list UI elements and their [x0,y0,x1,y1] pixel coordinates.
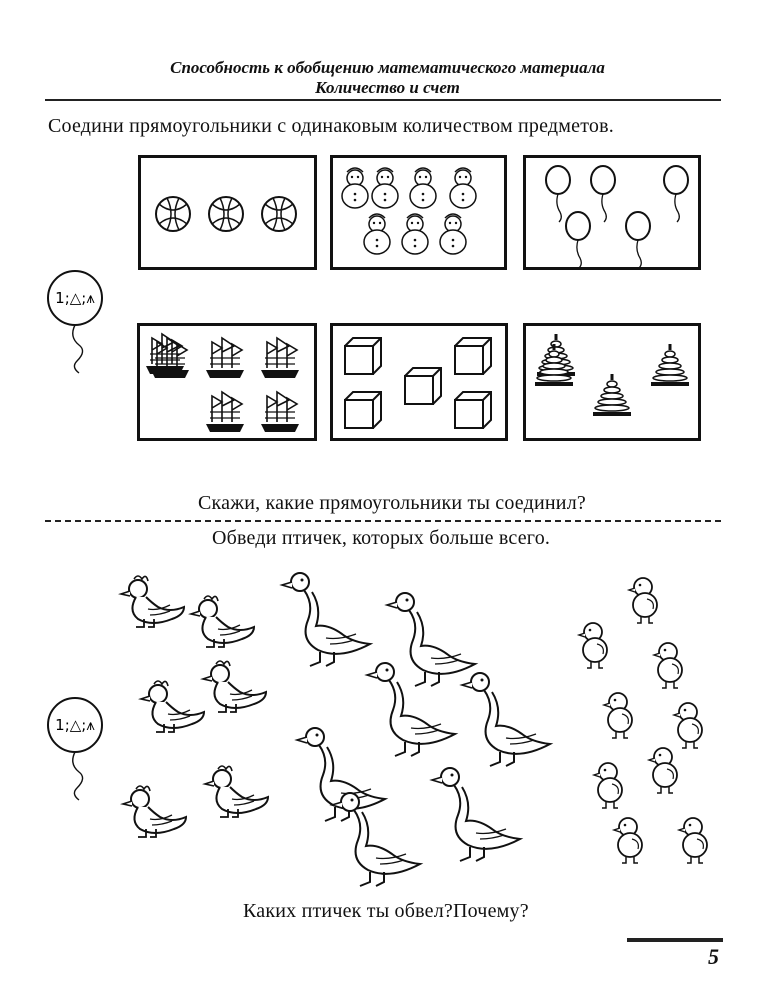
cube-icon [455,338,491,374]
goose-icon [387,593,475,686]
goose-icon [367,663,455,756]
chick-icon [629,578,657,623]
duck-icon [123,786,186,837]
pyramids-group [526,326,698,438]
stacking-pyramid-icon [593,374,631,416]
balloon-icon [566,212,590,268]
task1-question: Скажи, какие прямоугольники ты соединил? [198,492,586,514]
header-subject: Способность к обобщению математического материала [170,58,605,77]
section-divider [45,520,721,522]
roly-poly-doll-icon [372,168,398,208]
birds-illustration [100,560,740,890]
cube-icon [345,392,381,428]
task1-badge-label: 1;△;⩚ [55,289,95,307]
box-pyramids[interactable] [523,323,701,441]
balloon-icon [664,166,688,222]
header-topic: Количество и счет [315,78,460,97]
sailing-ship-icon [261,392,299,432]
chick-icon [614,818,642,863]
cube-icon [405,368,441,404]
box-cubes[interactable] [330,323,508,441]
chick-icon [649,748,677,793]
box-balls[interactable] [138,155,317,270]
roly-poly-doll-icon [342,168,368,208]
box-dolls[interactable] [330,155,507,270]
duck-icon [191,596,254,647]
goose-icon [462,673,550,766]
roly-poly-doll-icon [440,214,466,254]
roly-poly-doll-icon [364,214,390,254]
box-ships[interactable] [137,323,317,441]
sailing-ship-icon [261,338,299,378]
goose-icon [332,793,420,886]
ships-group [140,326,314,438]
header-rule [45,99,721,101]
balloon-icon [546,166,570,222]
goose-icon [282,573,370,666]
roly-poly-doll-icon [402,214,428,254]
duck-icon [141,681,204,732]
duck-icon [203,661,266,712]
task1-instruction: Соедини прямоугольники с одинаковым количеством предметов. [48,115,614,137]
chick-icon [674,703,702,748]
duck-icon [205,766,268,817]
sailing-ship-icon [146,334,184,374]
ball-icon [262,197,296,231]
task2-badge-label: 1;△;⩚ [55,716,95,734]
box-balloons[interactable] [523,155,701,270]
cube-icon [455,392,491,428]
goose-icon [432,768,520,861]
footer-rule [627,938,723,942]
task2-badge [45,695,105,805]
chick-icon [654,643,682,688]
duck-icon [121,576,184,627]
dolls-group [333,158,504,267]
task2-question: Каких птичек ты обвел?Почему? [243,900,529,922]
roly-poly-doll-icon [450,168,476,208]
chick-icon [579,623,607,668]
balloon-icon [626,212,650,268]
ball-icon [209,197,243,231]
balloons-group [526,158,698,267]
ball-icon [156,197,190,231]
cube-icon [345,338,381,374]
balloon-icon [591,166,615,222]
balls-group [141,158,314,267]
cubes-group [333,326,505,438]
chick-icon [594,763,622,808]
roly-poly-doll-icon [410,168,436,208]
task1-badge [45,268,105,378]
sailing-ship-icon [206,338,244,378]
sailing-ship-icon [206,392,244,432]
task2-instruction: Обведи птичек, которых больше всего. [212,527,551,549]
page-number: 5 [708,944,719,969]
stacking-pyramid-icon [651,344,689,386]
chick-icon [679,818,707,863]
chick-icon [604,693,632,738]
